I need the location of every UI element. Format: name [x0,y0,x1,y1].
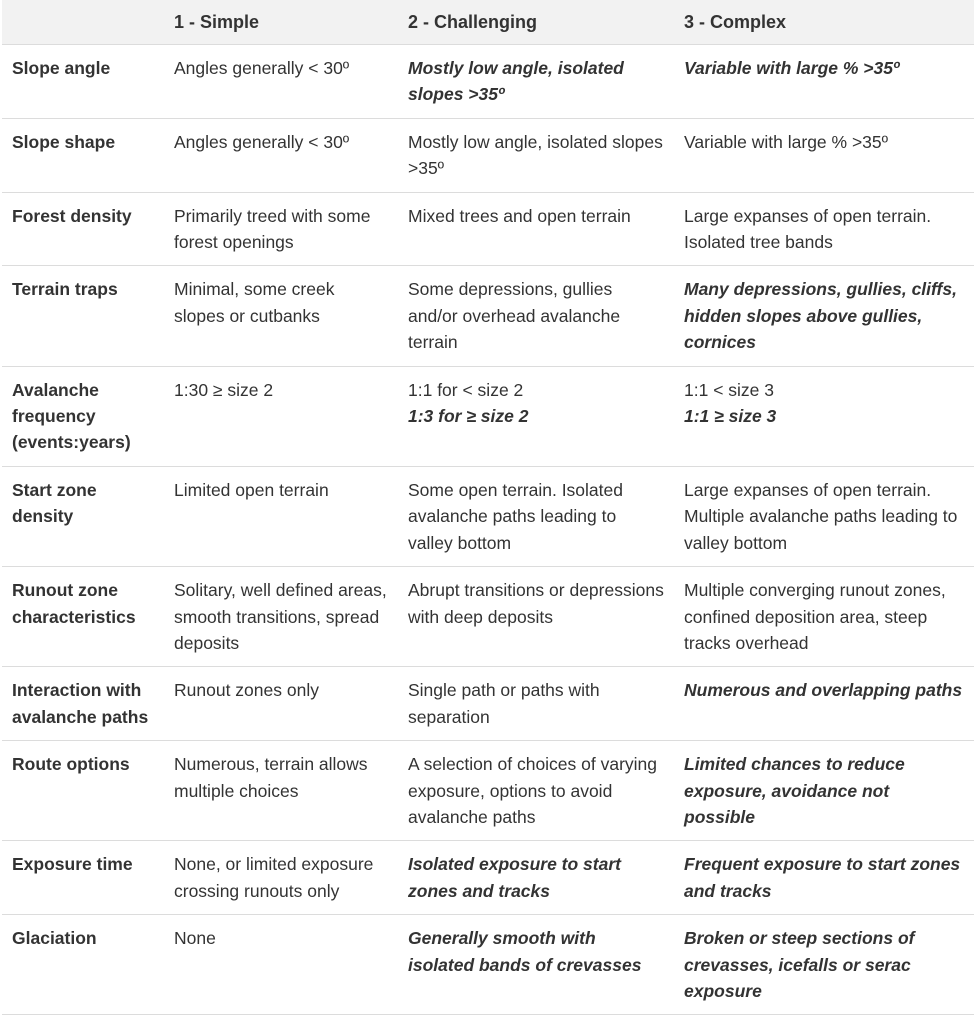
cell-text: Multiple converging runout zones, confined deposition area, steep tracks overhead [684,580,946,653]
cell-challenging [398,741,674,841]
cell-simple [164,667,398,741]
table-row [2,118,974,192]
cell-text: 1:1 for < size 2 [408,379,524,400]
cell-simple [164,192,398,266]
cell-text: Generally smooth with isolated bands of crevasses [408,928,642,975]
header-challenging: 2 - Challenging [398,0,674,45]
cell-complex [674,667,974,741]
cell-challenging [398,45,674,119]
cell-complex [674,45,974,119]
cell-simple [164,567,398,667]
cell-challenging [398,192,674,266]
cell-complex [674,841,974,915]
cell-challenging [398,567,674,667]
cell-complex [674,366,974,466]
cell-text: A selection of choices of varying exposure, options to avoid avalanche paths [408,754,658,827]
header-row [2,0,974,45]
cell-text: Some open terrain. Isolated avalanche paths leading to valley bottom [408,479,623,553]
cell-text: Variable with large % >35º [684,58,900,78]
cell-text: Some depressions, gullies and/or overhead avalanche terrain [408,279,621,353]
row-label: Start zone density [2,466,164,566]
cell-challenging [398,466,674,566]
cell-text: None [174,928,216,949]
cell-text: Large expanses of open terrain. Multiple avalanche paths leading to valley bottom [684,479,958,553]
cell-simple [164,45,398,119]
cell-complex [674,192,974,266]
cell-simple [164,118,398,192]
cell-text: Mostly low angle, isolated slopes >35º [408,131,663,179]
table-row [2,466,974,566]
cell-simple [164,466,398,566]
row-label: Forest density [2,192,164,266]
row-label: Route options [2,741,164,841]
row-label: Interaction with avalanche paths [2,667,164,741]
table-header [2,0,974,45]
cell-complex [674,567,974,667]
cell-text: 1:30 ≥ size 2 [174,379,274,400]
cell-challenging [398,667,674,741]
row-label: Avalanche frequency (events:years) [2,366,164,466]
header-empty [2,0,164,45]
table-body [2,45,974,1015]
cell-simple [164,841,398,915]
cell-complex [674,118,974,192]
cell-text: Numerous, terrain allows multiple choices [174,754,368,801]
cell-simple [164,366,398,466]
row-label: Terrain traps [2,266,164,366]
cell-text: 1:1 ≥ size 3 [684,406,777,427]
cell-text: Runout zones only [174,680,319,701]
cell-simple [164,266,398,366]
cell-text: Abrupt transitions or depressions with deep deposits [408,580,664,627]
cell-text: Angles generally < 30º [174,58,350,78]
table-row [2,667,974,741]
cell-text: Frequent exposure to start zones and tracks [684,854,961,901]
row-label: Glaciation [2,915,164,1015]
table-row [2,741,974,841]
cell-text: Large expanses of open terrain. Isolated tree bands [684,205,932,253]
header-complex: 3 - Complex [674,0,974,45]
cell-text: Mixed trees and open terrain [408,205,631,226]
cell-text: 1:1 < size 3 [684,379,774,400]
table-row [2,366,974,466]
row-label: Exposure time [2,841,164,915]
table-row [2,192,974,266]
cell-challenging [398,118,674,192]
cell-challenging [398,366,674,466]
table-row [2,567,974,667]
cell-complex [674,741,974,841]
cell-text: Variable with large % >35º [684,131,889,152]
cell-text: None, or limited exposure crossing runouts only [174,854,374,901]
cell-text: Mostly low angle, isolated slopes >35º [408,58,624,105]
cell-text: Minimal, some creek slopes or cutbanks [174,279,335,326]
header-simple: 1 - Simple [164,0,398,45]
cell-challenging [398,266,674,366]
cell-text: Broken or steep sections of crevasses, icefalls or serac exposure [684,928,915,1001]
cell-text: Many depressions, gullies, cliffs, hidden slopes above gullies, cornices [684,279,957,353]
cell-text: Single path or paths with separation [408,680,600,727]
cell-text: Numerous and overlapping paths [684,680,963,701]
cell-text: Limited chances to reduce exposure, avoidance not possible [684,754,905,827]
cell-text: Isolated exposure to start zones and tracks [408,854,621,901]
table-row [2,45,974,119]
row-label: Slope shape [2,118,164,192]
cell-simple [164,741,398,841]
cell-complex [674,466,974,566]
cell-text: 1:3 for ≥ size 2 [408,406,529,427]
cell-complex [674,266,974,366]
cell-challenging [398,841,674,915]
row-label: Runout zone characteristics [2,567,164,667]
terrain-rating-table [2,0,974,1015]
table-row [2,266,974,366]
cell-text: Solitary, well defined areas, smooth transitions, spread deposits [174,580,387,653]
cell-text: Angles generally < 30º [174,131,350,152]
cell-text: Primarily treed with some forest openings [174,205,371,253]
row-label: Slope angle [2,45,164,119]
table-row [2,841,974,915]
cell-text: Limited open terrain [174,479,329,500]
